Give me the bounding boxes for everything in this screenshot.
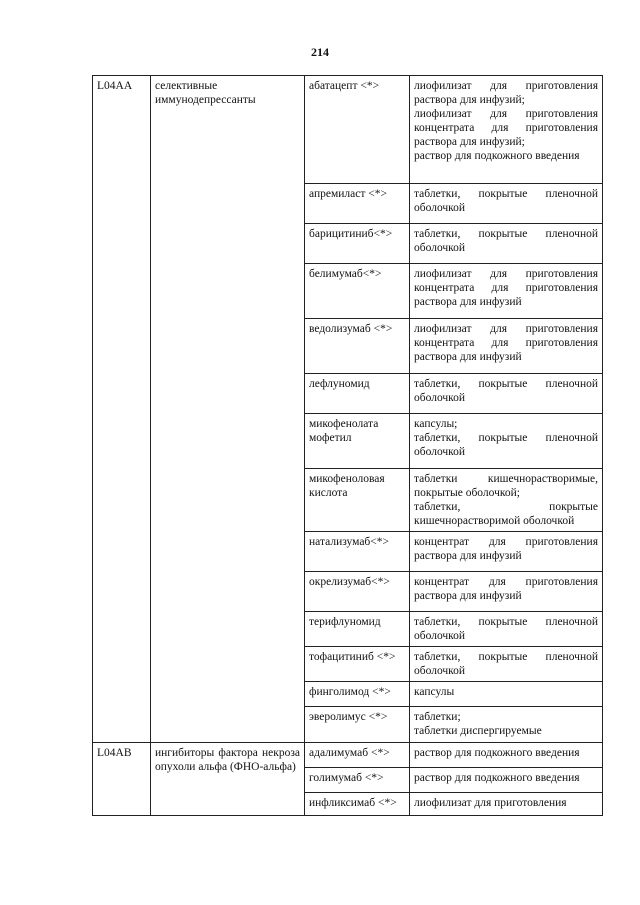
- drug-name-cell: финголимод <*>: [305, 682, 410, 707]
- drug-name-cell: окрелизумаб<*>: [305, 572, 410, 612]
- atc-code-cell: L04AB: [93, 743, 151, 816]
- drug-name-cell: голимумаб <*>: [305, 768, 410, 793]
- dosage-form-cell: [410, 768, 603, 793]
- dosage-form-cell: [410, 682, 603, 707]
- dosage-form-line: раствор для подкожного введения: [414, 772, 580, 785]
- drug-name-cell: микофенолата мофетил: [305, 414, 410, 469]
- atc-code-cell: L04AA: [93, 76, 151, 743]
- dosage-form-line: лиофилизат для приготовления концентрата для приготовления раствора для инфузий;: [414, 108, 598, 149]
- drug-name-cell: эверолимус <*>: [305, 707, 410, 743]
- drug-name-cell: инфликсимаб <*>: [305, 793, 410, 816]
- dosage-form-cell: [410, 76, 603, 184]
- dosage-form-line: таблетки;: [414, 711, 461, 724]
- drug-name-cell: белимумаб<*>: [305, 264, 410, 319]
- dosage-form-cell: [410, 374, 603, 414]
- dosage-form-line: раствор для подкожного введения: [414, 747, 580, 760]
- dosage-form-cell: [410, 184, 603, 224]
- page-number: 214: [311, 45, 329, 59]
- dosage-form-cell: [410, 414, 603, 469]
- drug-name-cell: лефлуномид: [305, 374, 410, 414]
- drug-name-cell: микофеноловая кислота: [305, 469, 410, 532]
- dosage-form-cell: [410, 319, 603, 374]
- drug-group-cell: селективные иммунодепрессанты: [151, 76, 305, 743]
- drug-name-cell: терифлуномид: [305, 612, 410, 647]
- dosage-form-line: таблетки кишечнорастворимые, покрытые оболочкой;: [414, 473, 598, 500]
- drug-name-cell: ведолизумаб <*>: [305, 319, 410, 374]
- dosage-form-line: таблетки диспергируемые: [414, 725, 542, 738]
- drug-name-cell: барицитиниб<*>: [305, 224, 410, 264]
- table-body: [93, 76, 603, 816]
- dosage-form-line: лиофилизат для приготовления концентрата для приготовления раствора для инфузий: [414, 323, 598, 364]
- dosage-form-cell: [410, 532, 603, 572]
- dosage-form-line: концентрат для приготовления раствора для инфузий: [414, 576, 598, 603]
- dosage-form-line: таблетки, покрытые пленочной оболочкой: [414, 651, 598, 678]
- dosage-form-cell: [410, 469, 603, 532]
- dosage-form-line: таблетки, покрытые пленочной оболочкой: [414, 188, 598, 215]
- dosage-form-line: капсулы: [414, 686, 455, 699]
- drug-table: [92, 75, 603, 816]
- dosage-form-cell: [410, 612, 603, 647]
- dosage-form-line: концентрат для приготовления раствора для инфузий: [414, 536, 598, 563]
- dosage-form-cell: [410, 707, 603, 743]
- dosage-form-cell: [410, 264, 603, 319]
- dosage-form-line: раствор для подкожного введения: [414, 150, 580, 163]
- dosage-form-line: таблетки, покрытые пленочной оболочкой: [414, 378, 598, 405]
- dosage-form-line: таблетки, покрытые кишечнорастворимой оболочкой: [414, 501, 598, 528]
- drug-name-cell: адалимумаб <*>: [305, 743, 410, 768]
- dosage-form-line: таблетки, покрытые пленочной оболочкой: [414, 228, 598, 255]
- dosage-form-cell: [410, 572, 603, 612]
- drug-name-cell: тофацитиниб <*>: [305, 647, 410, 682]
- dosage-form-cell: [410, 743, 603, 768]
- dosage-form-line: капсулы;: [414, 418, 458, 430]
- drug-name-cell: натализумаб<*>: [305, 532, 410, 572]
- drug-group-cell: ингибиторы фактора некроза опухоли альфа (ФНО-альфа): [151, 743, 305, 816]
- table-row: [93, 743, 603, 768]
- dosage-form-cell: [410, 647, 603, 682]
- table-row: [93, 76, 603, 184]
- dosage-form-line: таблетки, покрытые пленочной оболочкой: [414, 432, 598, 459]
- drug-name-cell: абатацепт <*>: [305, 76, 410, 184]
- dosage-form-line: лиофилизат для приготовления: [414, 797, 567, 810]
- dosage-form-line: лиофилизат для приготовления концентрата для приготовления раствора для инфузий: [414, 268, 598, 309]
- dosage-form-line: таблетки, покрытые пленочной оболочкой: [414, 616, 598, 643]
- dosage-form-cell: [410, 224, 603, 264]
- drug-name-cell: апремиласт <*>: [305, 184, 410, 224]
- dosage-form-line: лиофилизат для приготовления раствора для инфузий;: [414, 80, 598, 107]
- dosage-form-cell: [410, 793, 603, 816]
